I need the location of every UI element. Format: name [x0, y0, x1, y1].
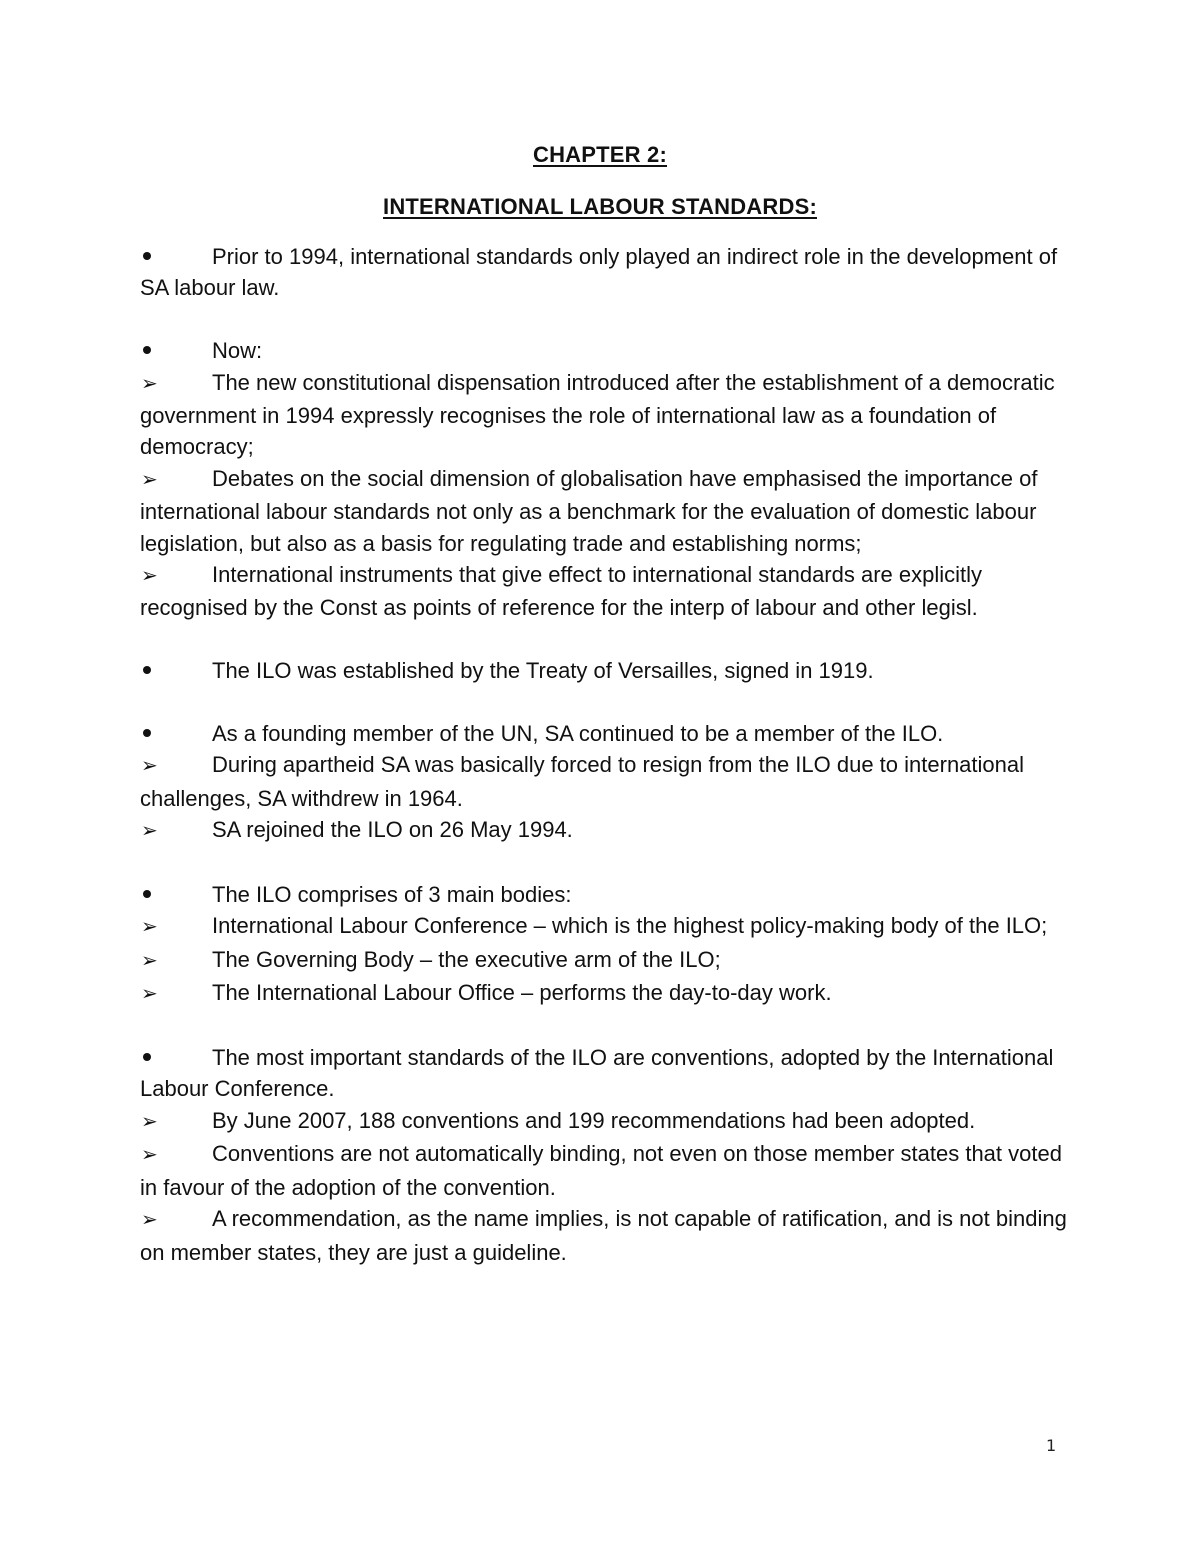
- item-text: By June 2007, 188 conventions and 199 recommendations had been adopted.: [212, 1107, 976, 1133]
- bullet-dot-icon: [140, 718, 212, 749]
- arrow-bullet-icon: ➢: [141, 820, 158, 843]
- sub-bullet-item: [140, 559, 1070, 624]
- item-text: Prior to 1994, international standards only played an indirect role in the development of SA labour law.: [140, 244, 1058, 301]
- bullet-dot-icon: [140, 655, 212, 686]
- bullet-dot-icon: [140, 1042, 212, 1073]
- item-text: A recommendation, as the name implies, is not capable of ratification, and is not binding on member states, they are just a guideline.: [140, 1206, 1067, 1265]
- sub-bullet-item: [140, 463, 1070, 559]
- bullet-dot-icon: [140, 241, 212, 272]
- item-text: SA rejoined the ILO on 26 May 1994.: [212, 817, 573, 843]
- item-text: Now:: [212, 338, 263, 364]
- sub-bullet-item: [140, 1203, 1070, 1268]
- item-text: During apartheid SA was basically forced to resign from the ILO due to international challenges, SA withdrew in 1964.: [140, 752, 1025, 811]
- arrow-bullet-icon: ➢: [141, 916, 158, 939]
- sub-bullet-item: [140, 1138, 1070, 1203]
- bullet-item: [140, 335, 1070, 366]
- item-text: International instruments that give effect to international standards are explicitly recognised by the Const as points of reference for the interp of labour and other legisl.: [140, 562, 983, 621]
- paragraph-gap: [140, 687, 1070, 718]
- item-text: Debates on the social dimension of globalisation have emphasised the importance of international labour standards not only as a benchmark for the evaluation of domestic labour legislation, but also as a basis for regulating trade and establishing norms;: [140, 465, 1038, 556]
- page-number: 1: [1046, 1436, 1057, 1455]
- arrow-bullet-icon: ➢: [141, 1209, 158, 1232]
- arrow-bullet-icon: ➢: [141, 1144, 158, 1167]
- sub-bullet-item: [140, 367, 1070, 463]
- arrow-bullet-icon: ➢: [141, 468, 158, 491]
- document-body: [140, 241, 1070, 1268]
- item-text: The most important standards of the ILO are conventions, adopted by the International Labour Conference.: [140, 1045, 1054, 1102]
- item-text: As a founding member of the UN, SA continued to be a member of the ILO.: [212, 721, 944, 747]
- paragraph-gap: [140, 848, 1070, 879]
- arrow-bullet-icon: ➢: [141, 983, 158, 1006]
- bullet-item: [140, 1042, 1070, 1105]
- item-text: Conventions are not automatically binding, not even on those member states that voted in favour of the adoption of the convention.: [140, 1141, 1062, 1200]
- sub-bullet-item: [140, 944, 1070, 977]
- arrow-bullet-icon: ➢: [141, 755, 158, 778]
- arrow-bullet-icon: ➢: [141, 565, 158, 588]
- bullet-item: [140, 655, 1070, 686]
- sub-bullet-item: [140, 910, 1070, 943]
- item-text: The International Labour Office – performs the day-to-day work.: [212, 980, 832, 1006]
- item-text: International Labour Conference – which is the highest policy-making body of the ILO;: [212, 913, 1048, 939]
- item-text: The ILO was established by the Treaty of Versailles, signed in 1919.: [212, 658, 874, 684]
- sub-bullet-item: [140, 1105, 1070, 1138]
- item-text: The new constitutional dispensation introduced after the establishment of a democratic government in 1994 expressly recognises the role of international law as a foundation of democracy;: [140, 369, 1055, 460]
- chapter-title: CHAPTER 2:: [532, 142, 667, 167]
- sub-bullet-item: [140, 977, 1070, 1010]
- sub-bullet-item: [140, 749, 1070, 814]
- section-title: INTERNATIONAL LABOUR STANDARDS:: [383, 194, 817, 219]
- arrow-bullet-icon: ➢: [141, 1110, 158, 1133]
- arrow-bullet-icon: ➢: [141, 372, 158, 395]
- bullet-item: [140, 718, 1070, 749]
- paragraph-gap: [140, 304, 1070, 335]
- bullet-item: [140, 879, 1070, 910]
- item-text: The ILO comprises of 3 main bodies:: [212, 882, 572, 908]
- bullet-dot-icon: [140, 335, 212, 366]
- sub-bullet-item: [140, 814, 1070, 847]
- paragraph-gap: [140, 624, 1070, 655]
- item-text: The Governing Body – the executive arm of the ILO;: [212, 946, 721, 972]
- paragraph-gap: [140, 1011, 1070, 1042]
- bullet-dot-icon: [140, 879, 212, 910]
- arrow-bullet-icon: ➢: [141, 949, 158, 972]
- bullet-item: [140, 241, 1070, 304]
